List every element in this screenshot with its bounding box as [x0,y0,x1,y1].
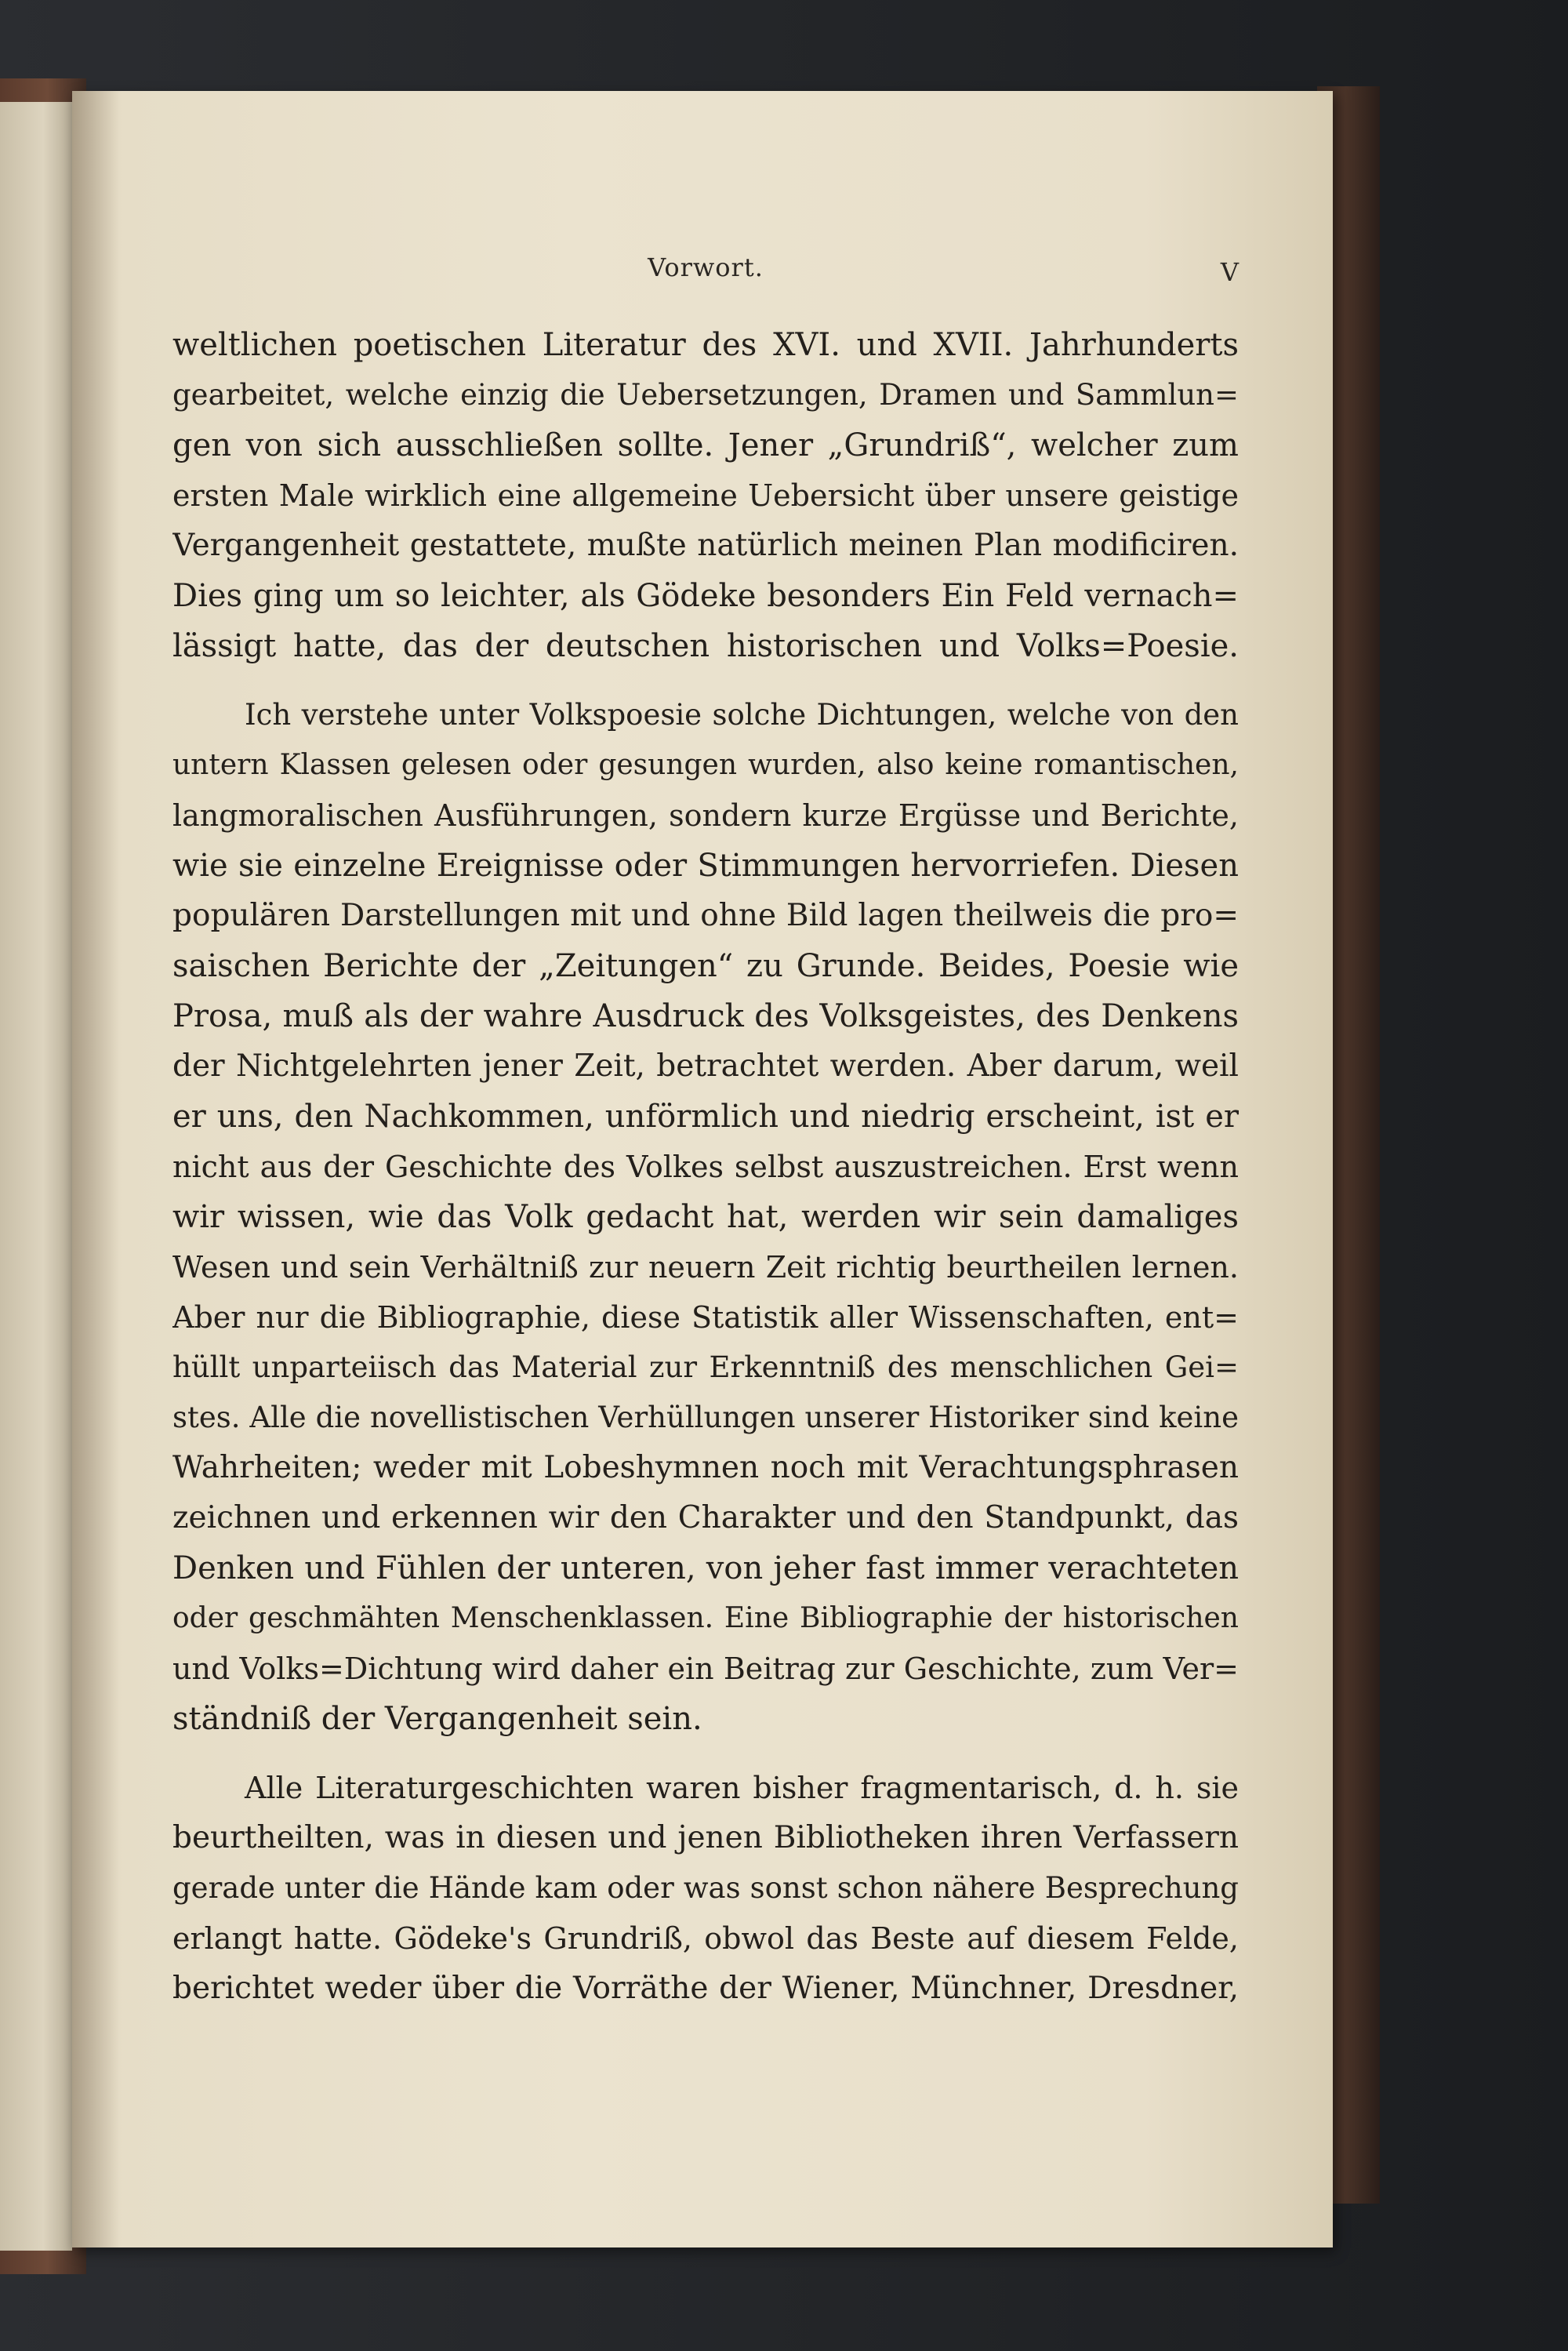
text-line: ständniß der Vergangenheit sein. [172,1701,702,1737]
page-header [172,253,1239,292]
text-line: Ich verstehe unter Volkspoesie solche Dichtungen, welche von den [245,698,1239,732]
text-line: beurtheilten, was in diesen und jenen Bibliotheken ihren Verfassern [172,1820,1239,1855]
text-line: weltlichen poetischen Literatur des XVI. und XVII. Jahrhunderts [172,327,1239,363]
paragraph [172,1763,1239,2014]
text-line: nicht aus der Geschichte des Volkes selbst auszustreichen. Erst wenn [172,1150,1239,1184]
text-line: Alle Literaturgeschichten waren bisher fragmentarisch, d. h. sie [245,1771,1239,1805]
body-text [172,320,1239,2014]
text-line: erlangt hatte. Gödeke's Grundriß, obwol das Beste auf diesem Felde, [172,1921,1239,1956]
left-page-edge [0,102,72,2251]
text-line: stes. Alle die novellistischen Verhüllungen unserer Historiker sind keine [172,1401,1239,1434]
paragraph-gap [172,671,1239,690]
paragraph [172,690,1239,1744]
text-line: populären Darstellungen mit und ohne Bild lagen theilweis die pro= [172,898,1239,933]
paragraph-gap [172,1744,1239,1763]
text-line: Prosa, muß als der wahre Ausdruck des Volksgeistes, des Denkens [172,998,1239,1034]
text-line: gen von sich ausschließen sollte. Jener „Grundriß“, welcher zum [172,427,1239,463]
text-line: saischen Berichte der „Zeitungen“ zu Grunde. Beides, Poesie wie [172,948,1239,984]
running-head: Vorwort. [648,253,764,282]
text-line: Wahrheiten; weder mit Lobeshymnen noch mit Verachtungsphrasen [172,1450,1239,1485]
text-line: er uns, den Nachkommen, unförmlich und niedrig erscheint, ist er [172,1099,1239,1135]
text-line: Wesen und sein Verhältniß zur neuern Zeit richtig beurtheilen lernen. [172,1250,1239,1285]
text-line: wir wissen, wie das Volk gedacht hat, werden wir sein damaliges [172,1199,1239,1235]
gutter-shadow [72,91,119,2247]
text-line: langmoralischen Ausführungen, sondern kurze Ergüsse und Berichte, [172,798,1239,833]
text-line: Denken und Fühlen der unteren, von jeher fast immer verachteten [172,1550,1239,1586]
text-line: zeichnen und erkennen wir den Charakter und den Standpunkt, das [172,1500,1239,1535]
text-line: hüllt unparteiisch das Material zur Erkenntniß des menschlichen Gei= [172,1350,1239,1384]
paragraph [172,320,1239,671]
text-line: lässigt hatte, das der deutschen historischen und Volks=Poesie. [172,628,1239,664]
page-number: V [1220,257,1239,287]
text-line: wie sie einzelne Ereignisse oder Stimmungen hervorriefen. Diesen [172,848,1239,884]
text-line: der Nichtgelehrten jener Zeit, betrachtet werden. Aber darum, weil [172,1048,1239,1084]
text-line: untern Klassen gelesen oder gesungen wurden, also keine romantischen, [172,749,1239,781]
text-line: Dies ging um so leichter, als Gödeke besonders Ein Feld vernach= [172,578,1239,614]
text-line: ersten Male wirklich eine allgemeine Uebersicht über unsere geistige [172,478,1239,513]
text-line: und Volks=Dichtung wird daher ein Beitrag zur Geschichte, zum Ver= [172,1652,1239,1686]
text-line: Vergangenheit gestattete, mußte natürlich meinen Plan modificiren. [172,528,1239,563]
text-line: gerade unter die Hände kam oder was sonst schon nähere Besprechung [172,1871,1239,1905]
text-line: gearbeitet, welche einzig die Uebersetzungen, Dramen und Sammlun= [172,378,1239,412]
text-line: Aber nur die Bibliographie, diese Statistik aller Wissenschaften, ent= [172,1300,1239,1335]
text-line: berichtet weder über die Vorräthe der Wiener, Münchner, Dresdner, [172,1971,1239,2006]
text-line: oder geschmähten Menschenklassen. Eine Bibliographie der historischen [172,1602,1239,1634]
